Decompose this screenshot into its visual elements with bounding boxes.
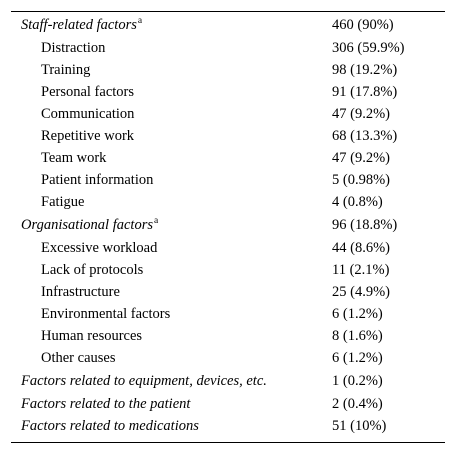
row-label: Communication — [41, 106, 135, 122]
row-value: 1 (0.2%) — [332, 373, 383, 389]
table-row-equipment-factors — [11, 369, 445, 393]
table-row-other-causes — [11, 347, 445, 369]
row-value: 6 (1.2%) — [332, 350, 383, 366]
table-row-staff-related-factors — [11, 13, 445, 37]
footnote-marker: a — [137, 16, 143, 26]
row-value: 5 (0.98%) — [332, 172, 390, 188]
row-value: 68 (13.3%) — [332, 128, 398, 144]
table-row-communication — [11, 103, 445, 125]
table-row-training — [11, 59, 445, 81]
row-value: 306 (59.9%) — [332, 40, 405, 56]
row-value: 44 (8.6%) — [332, 240, 390, 256]
row-value: 98 (19.2%) — [332, 62, 398, 78]
row-label: Infrastructure — [41, 284, 120, 300]
row-label: Human resources — [41, 328, 143, 344]
row-value: 47 (9.2%) — [332, 106, 390, 122]
table-row-excessive-workload — [11, 237, 445, 259]
row-label: Personal factors — [41, 84, 135, 100]
row-value: 91 (17.8%) — [332, 84, 398, 100]
row-label: Other causes — [41, 350, 116, 366]
table-row-repetitive-work — [11, 125, 445, 147]
row-label: Repetitive work — [41, 128, 135, 144]
row-value: 47 (9.2%) — [332, 150, 390, 166]
table-row-environmental-factors — [11, 303, 445, 325]
row-value: 96 (18.8%) — [332, 217, 398, 233]
footnote-marker: a — [154, 216, 159, 226]
row-value: 6 (1.2%) — [332, 306, 383, 322]
row-label: Lack of protocols — [41, 262, 144, 278]
row-label: Excessive workload — [41, 240, 158, 256]
row-label: Environmental factors — [41, 306, 171, 322]
row-value: 2 (0.4%) — [332, 396, 383, 412]
row-label: Fatigue — [41, 194, 85, 210]
row-label: Patient information — [41, 172, 154, 188]
row-label: Distraction — [41, 40, 106, 56]
table-row-medication-factors — [11, 415, 445, 437]
row-value: 4 (0.8%) — [332, 194, 383, 210]
table-row-fatigue — [11, 191, 445, 213]
row-value: 25 (4.9%) — [332, 284, 390, 300]
row-label: Training — [41, 62, 91, 78]
row-label: Factors related to equipment, devices, etc. — [21, 373, 267, 389]
table-row-personal-factors — [11, 81, 445, 103]
table-row-patient-factors — [11, 393, 445, 415]
table-row-team-work — [11, 147, 445, 169]
row-label: Factors related to the patient — [21, 396, 191, 412]
row-label: Team work — [41, 150, 107, 166]
factors-table — [11, 11, 445, 443]
table-row-organisational-factors — [11, 213, 445, 237]
row-label: Staff-related factors$^a$ — [21, 16, 143, 33]
row-value: 11 (2.1%) — [332, 262, 390, 278]
row-value: 51 (10%) — [332, 418, 387, 434]
table-row-infrastructure — [11, 281, 445, 303]
table-row-lack-of-protocols — [11, 259, 445, 281]
row-value: 8 (1.6%) — [332, 328, 383, 344]
row-value: 460 (90%) — [332, 17, 394, 33]
row-label: Factors related to medications — [21, 418, 199, 434]
row-label: Organisational factors$^a$ — [21, 216, 159, 233]
table-row-distraction — [11, 37, 445, 59]
table-row-patient-information — [11, 169, 445, 191]
table-row-human-resources — [11, 325, 445, 347]
